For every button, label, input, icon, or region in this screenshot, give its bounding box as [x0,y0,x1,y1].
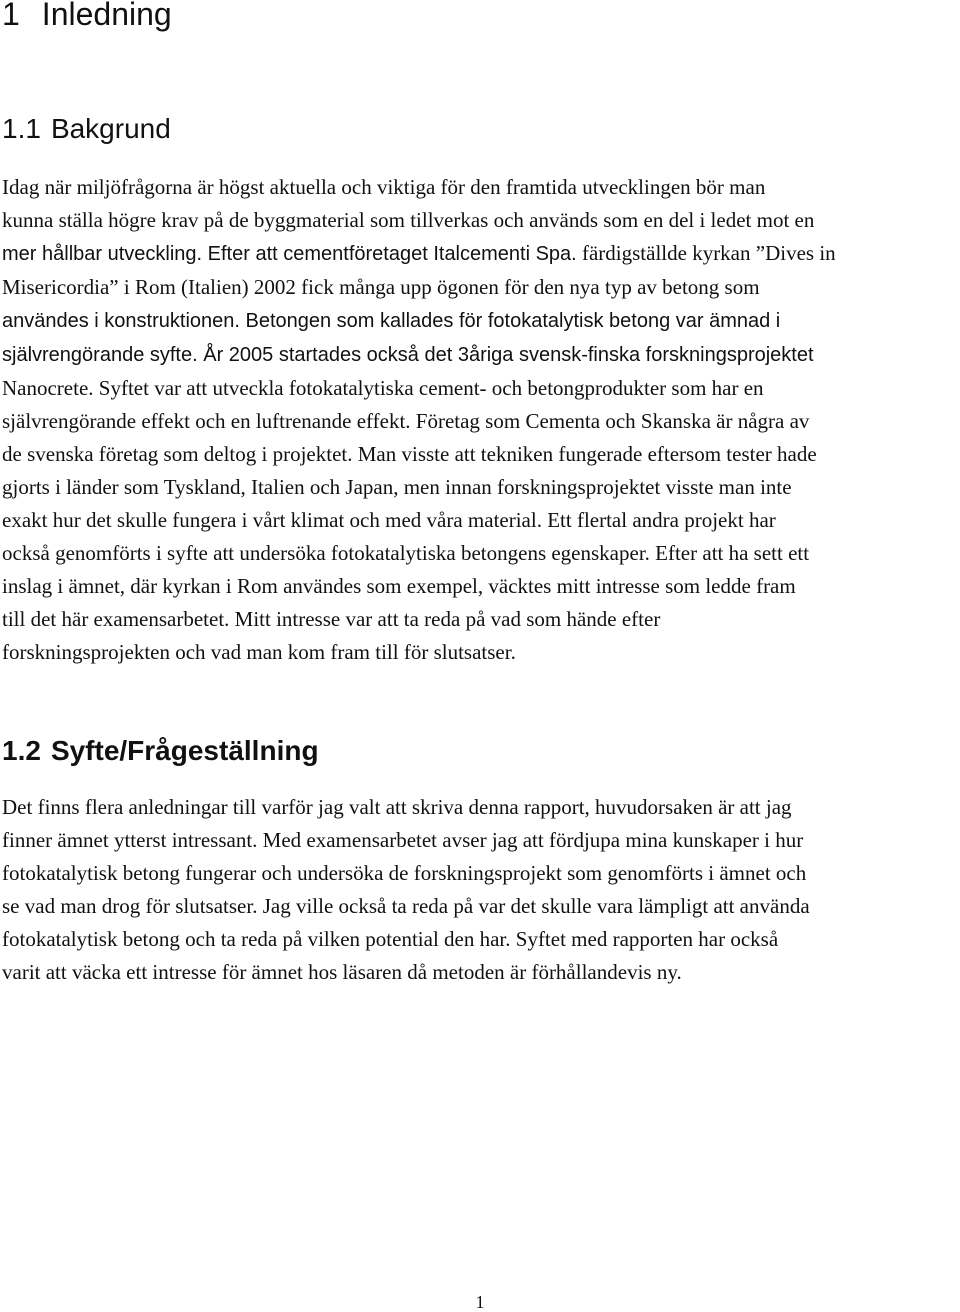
text-line: fotokatalytisk betong fungerar och undersöka de forskningsprojekt som genomförts i ämnet och [2,861,807,885]
text-line: exakt hur det skulle fungera i vårt klimat och med våra material. Ett flertal andra projekt har [2,508,776,532]
chapter-title: Inledning [41,0,172,32]
text-line: fotokatalytisk betong och ta reda på vilken potential den har. Syftet med rapporten har också [2,927,779,951]
section-number: 1.1 [2,113,41,144]
text-line [2,237,958,271]
text-span: självrengörande syfte. [2,344,198,366]
text-line: också genomförts i syfte att undersöka fotokatalytiska betongens egenskaper. Efter att ha sett ett [2,541,810,565]
chapter-heading [2,0,172,34]
text-line: inslag i ämnet, där kyrkan i Rom användes som exempel, väcktes mitt intresse som ledde fram [2,574,796,598]
text-line: till det här examensarbetet. Mitt intresse var att ta reda på vad som hände efter [2,607,661,631]
page-number: 1 [475,1292,485,1312]
text-span: mer hållbar utveckling. [2,243,203,265]
text-span: färdigställde kyrkan ”Dives in [576,241,836,265]
text-line: Idag när miljöfrågorna är högst aktuella och viktiga för den framtida utvecklingen bör man [2,175,766,199]
text-span: Efter att cementföretaget Italcementi Spa. [202,243,577,265]
text-line: varit att väcka ett intresse för ämnet hos läsaren då metoden är förhållandevis ny. [2,960,682,984]
text-line: Det finns flera anledningar till varför jag valt att skriva denna rapport, huvudorsaken är att jag [2,795,792,819]
text-line: forskningsprojekten och vad man kom fram till för slutsatser. [2,640,516,664]
section-heading-syfte [2,734,319,768]
chapter-number: 1 [2,0,20,32]
section-title: Bakgrund [50,113,171,144]
text-span: År 2005 startades också det 3åriga svensk-finska forskningsprojektet [197,344,814,366]
text-line [2,304,958,338]
text-line: självrengörande effekt och en luftrenande effekt. Företag som Cementa och Skanska är några av [2,409,810,433]
text-line: finner ämnet ytterst intressant. Med examensarbetet avser jag att fördjupa mina kunskaper i hur [2,828,804,852]
text-line: Nanocrete. Syftet var att utveckla fotokatalytiska cement- och betongprodukter som har en [2,376,764,400]
section-title: Syfte/Frågeställning [50,735,319,766]
text-line: kunna ställa högre krav på de byggmaterial som tillverkas och används som en del i ledet mot en [2,208,815,232]
text-line: Misericordia” i Rom (Italien) 2002 fick många upp ögonen för den nya typ av betong som [2,275,760,299]
text-line: se vad man drog för slutsatser. Jag ville också ta reda på var det skulle vara lämpligt att använda [2,894,810,918]
paragraph-syfte [2,791,958,989]
section-number: 1.2 [2,735,41,766]
text-line [2,338,958,372]
text-span: Betongen som kallades för fotokatalytisk betong var ämnad i [239,310,781,332]
section-heading-bakgrund [2,112,171,146]
paragraph-bakgrund [2,171,958,669]
text-line: gjorts i länder som Tyskland, Italien och Japan, men innan forskningsprojektet visste man inte [2,475,792,499]
text-span: användes i konstruktionen. [2,310,240,332]
text-line: de svenska företag som deltog i projektet. Man visste att tekniken fungerade eftersom tester hade [2,442,817,466]
